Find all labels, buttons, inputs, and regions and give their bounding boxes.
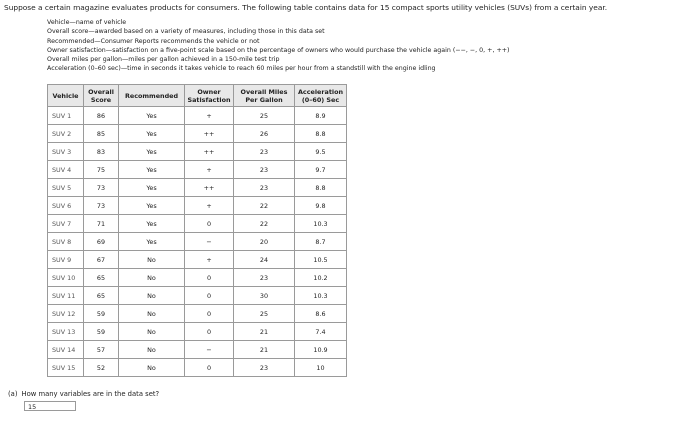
- cell-overall-score: 71: [84, 215, 119, 233]
- cell-owner-satisfaction: ++: [185, 125, 234, 143]
- header-miles-per-gallon: Overall Miles Per Gallon: [234, 85, 295, 107]
- table-row: [48, 233, 347, 251]
- table-row: [48, 161, 347, 179]
- cell-overall-score: 69: [84, 233, 119, 251]
- cell-vehicle: SUV 1: [48, 107, 84, 125]
- cell-recommended: Yes: [119, 107, 185, 125]
- cell-overall-score: 65: [84, 269, 119, 287]
- cell-miles-per-gallon: 23: [234, 359, 295, 377]
- cell-recommended: Yes: [119, 179, 185, 197]
- cell-miles-per-gallon: 23: [234, 179, 295, 197]
- cell-acceleration: 10.9: [295, 341, 347, 359]
- answer-input[interactable]: 15: [24, 401, 76, 411]
- cell-acceleration: 9.5: [295, 143, 347, 161]
- cell-overall-score: 75: [84, 161, 119, 179]
- cell-owner-satisfaction: 0: [185, 269, 234, 287]
- cell-acceleration: 10.3: [295, 215, 347, 233]
- cell-acceleration: 7.4: [295, 323, 347, 341]
- cell-miles-per-gallon: 23: [234, 161, 295, 179]
- definition-overall-score: Overall score—awarded based on a variety of measures, including those in this data set: [47, 28, 325, 36]
- cell-owner-satisfaction: ++: [185, 179, 234, 197]
- cell-miles-per-gallon: 23: [234, 143, 295, 161]
- cell-acceleration: 10.2: [295, 269, 347, 287]
- cell-recommended: No: [119, 359, 185, 377]
- table-row: [48, 125, 347, 143]
- cell-overall-score: 73: [84, 179, 119, 197]
- cell-recommended: No: [119, 305, 185, 323]
- cell-owner-satisfaction: +: [185, 251, 234, 269]
- cell-vehicle: SUV 15: [48, 359, 84, 377]
- header-acceleration: Acceleration (0–60) Sec: [295, 85, 347, 107]
- cell-recommended: Yes: [119, 215, 185, 233]
- cell-acceleration: 10: [295, 359, 347, 377]
- cell-acceleration: 8.8: [295, 179, 347, 197]
- cell-owner-satisfaction: +: [185, 197, 234, 215]
- cell-miles-per-gallon: 22: [234, 215, 295, 233]
- definition-acceleration: Acceleration (0–60 sec)—time in seconds it takes vehicle to reach 60 miles per hour from a standstill with the engine idling: [47, 65, 436, 73]
- cell-vehicle: SUV 7: [48, 215, 84, 233]
- table-row: [48, 323, 347, 341]
- definition-miles-per-gallon: Overall miles per gallon—miles per gallon achieved in a 150-mile test trip: [47, 56, 280, 64]
- question-text: How many variables are in the data set?: [21, 390, 160, 398]
- cell-recommended: Yes: [119, 161, 185, 179]
- cell-acceleration: 8.9: [295, 107, 347, 125]
- question-part-label: (a): [8, 390, 18, 398]
- cell-vehicle: SUV 11: [48, 287, 84, 305]
- intro-text: Suppose a certain magazine evaluates products for consumers. The following table contains data for 15 compact sports utility vehicles (SUVs) from a certain year.: [4, 3, 608, 12]
- header-recommended: Recommended: [119, 85, 185, 107]
- cell-recommended: No: [119, 323, 185, 341]
- table-row: [48, 215, 347, 233]
- cell-owner-satisfaction: 0: [185, 323, 234, 341]
- header-vehicle: Vehicle: [48, 85, 84, 107]
- cell-owner-satisfaction: 0: [185, 287, 234, 305]
- cell-vehicle: SUV 8: [48, 233, 84, 251]
- cell-acceleration: 9.8: [295, 197, 347, 215]
- cell-miles-per-gallon: 24: [234, 251, 295, 269]
- cell-miles-per-gallon: 26: [234, 125, 295, 143]
- cell-recommended: No: [119, 251, 185, 269]
- cell-acceleration: 10.5: [295, 251, 347, 269]
- cell-recommended: Yes: [119, 197, 185, 215]
- cell-owner-satisfaction: 0: [185, 359, 234, 377]
- cell-overall-score: 57: [84, 341, 119, 359]
- cell-owner-satisfaction: 0: [185, 305, 234, 323]
- cell-overall-score: 83: [84, 143, 119, 161]
- cell-vehicle: SUV 14: [48, 341, 84, 359]
- cell-miles-per-gallon: 21: [234, 341, 295, 359]
- cell-acceleration: 10.3: [295, 287, 347, 305]
- cell-miles-per-gallon: 30: [234, 287, 295, 305]
- cell-vehicle: SUV 3: [48, 143, 84, 161]
- cell-miles-per-gallon: 20: [234, 233, 295, 251]
- cell-vehicle: SUV 6: [48, 197, 84, 215]
- cell-miles-per-gallon: 22: [234, 197, 295, 215]
- cell-recommended: No: [119, 287, 185, 305]
- cell-owner-satisfaction: −: [185, 233, 234, 251]
- cell-miles-per-gallon: 25: [234, 305, 295, 323]
- table-header-row: [48, 85, 347, 107]
- cell-miles-per-gallon: 25: [234, 107, 295, 125]
- table-row: [48, 359, 347, 377]
- cell-overall-score: 67: [84, 251, 119, 269]
- table-row: [48, 197, 347, 215]
- cell-recommended: Yes: [119, 143, 185, 161]
- cell-acceleration: 8.6: [295, 305, 347, 323]
- table-row: [48, 107, 347, 125]
- header-overall-score: Overall Score: [84, 85, 119, 107]
- cell-vehicle: SUV 13: [48, 323, 84, 341]
- definition-vehicle: Vehicle—name of vehicle: [47, 19, 127, 26]
- table-row: [48, 179, 347, 197]
- cell-recommended: No: [119, 341, 185, 359]
- cell-overall-score: 85: [84, 125, 119, 143]
- cell-owner-satisfaction: −: [185, 341, 234, 359]
- suv-data-table: [47, 84, 347, 377]
- cell-vehicle: SUV 4: [48, 161, 84, 179]
- cell-owner-satisfaction: 0: [185, 215, 234, 233]
- definition-recommended: Recommended—Consumer Reports recommends the vehicle or not: [47, 37, 260, 45]
- cell-vehicle: SUV 10: [48, 269, 84, 287]
- cell-overall-score: 52: [84, 359, 119, 377]
- cell-recommended: Yes: [119, 233, 185, 251]
- cell-overall-score: 73: [84, 197, 119, 215]
- table-row: [48, 269, 347, 287]
- cell-overall-score: 65: [84, 287, 119, 305]
- table-row: [48, 305, 347, 323]
- definition-owner-satisfaction: Owner satisfaction—satisfaction on a five-point scale based on the percentage of owners who would purchase the vehicle again (−−, −, 0, +, ++): [47, 46, 510, 54]
- cell-owner-satisfaction: +: [185, 107, 234, 125]
- cell-recommended: No: [119, 269, 185, 287]
- table-row: [48, 251, 347, 269]
- cell-acceleration: 8.7: [295, 233, 347, 251]
- cell-overall-score: 59: [84, 305, 119, 323]
- question-a: [8, 390, 159, 398]
- cell-vehicle: SUV 9: [48, 251, 84, 269]
- cell-miles-per-gallon: 23: [234, 269, 295, 287]
- cell-owner-satisfaction: ++: [185, 143, 234, 161]
- cell-acceleration: 8.8: [295, 125, 347, 143]
- cell-overall-score: 86: [84, 107, 119, 125]
- cell-recommended: Yes: [119, 125, 185, 143]
- table-row: [48, 341, 347, 359]
- cell-vehicle: SUV 12: [48, 305, 84, 323]
- cell-vehicle: SUV 2: [48, 125, 84, 143]
- cell-miles-per-gallon: 21: [234, 323, 295, 341]
- table-row: [48, 287, 347, 305]
- cell-acceleration: 9.7: [295, 161, 347, 179]
- definitions-list: [47, 18, 509, 74]
- table-row: [48, 143, 347, 161]
- header-owner-satisfaction: Owner Satisfaction: [185, 85, 234, 107]
- cell-overall-score: 59: [84, 323, 119, 341]
- cell-vehicle: SUV 5: [48, 179, 84, 197]
- cell-owner-satisfaction: +: [185, 161, 234, 179]
